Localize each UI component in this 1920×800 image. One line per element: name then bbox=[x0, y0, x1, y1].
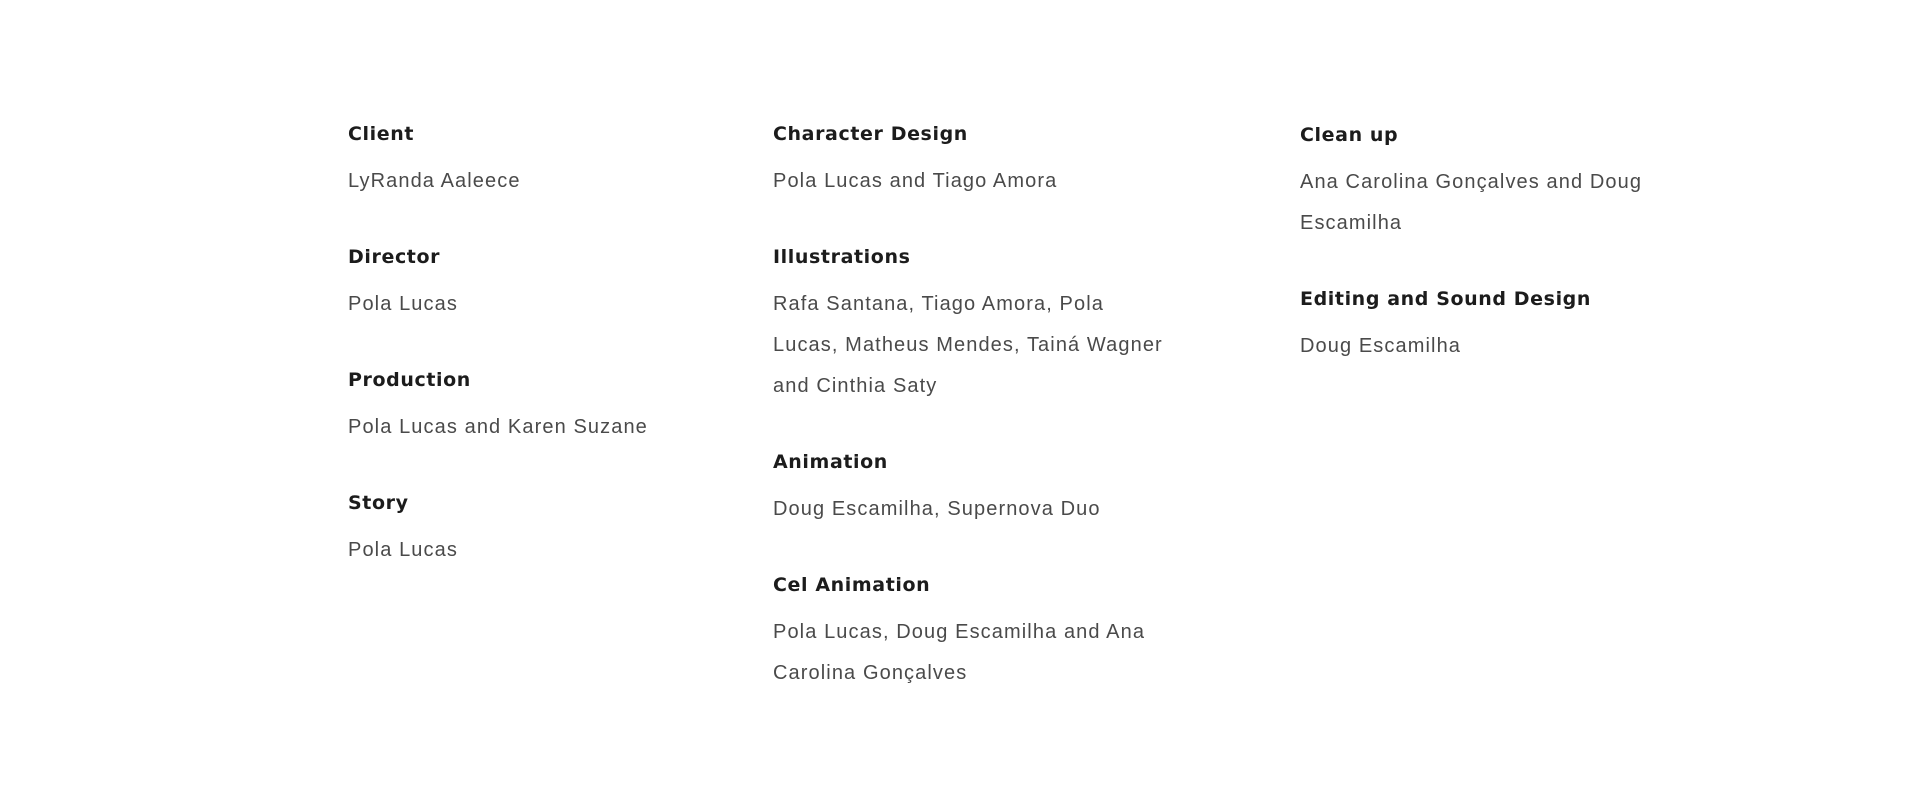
credit-names: Ana Carolina Gonçalves and Doug Escamilha bbox=[1300, 171, 1643, 234]
credit-names: LyRanda Aaleece bbox=[348, 170, 521, 192]
credit-names: Doug Escamilha, Supernova Duo bbox=[773, 498, 1101, 520]
credit-names: Pola Lucas and Tiago Amora bbox=[773, 170, 1058, 192]
credit-story bbox=[348, 490, 728, 571]
credit-director bbox=[348, 244, 728, 325]
credits-column-3 bbox=[1300, 122, 1660, 409]
credit-role: Client bbox=[348, 123, 415, 145]
credit-names: Pola Lucas and Karen Suzane bbox=[348, 416, 648, 438]
credit-animation bbox=[773, 449, 1173, 530]
credit-names: Pola Lucas bbox=[348, 539, 458, 561]
credit-names: Doug Escamilha bbox=[1300, 335, 1462, 357]
credit-role: Character Design bbox=[773, 123, 968, 145]
credits-column-1 bbox=[348, 121, 728, 613]
credit-names: Rafa Santana, Tiago Amora, Pola Lucas, Matheus Mendes, Tainá Wagner and Cinthia Saty bbox=[773, 293, 1163, 397]
credit-role: Cel Animation bbox=[773, 574, 931, 596]
credit-names: Pola Lucas bbox=[348, 293, 458, 315]
credit-illustrations bbox=[773, 244, 1173, 407]
credit-clean-up bbox=[1300, 122, 1660, 244]
credit-editing-sound-design bbox=[1300, 286, 1660, 367]
credit-role: Animation bbox=[773, 451, 888, 473]
credit-role: Editing and Sound Design bbox=[1300, 288, 1592, 310]
credit-names: Pola Lucas, Doug Escamilha and Ana Carolina Gonçalves bbox=[773, 621, 1146, 684]
credit-role: Clean up bbox=[1300, 124, 1399, 146]
credit-production bbox=[348, 367, 728, 448]
credit-role: Story bbox=[348, 492, 409, 514]
credit-role: Illustrations bbox=[773, 246, 911, 268]
credit-character-design bbox=[773, 121, 1173, 202]
credit-client bbox=[348, 121, 728, 202]
credit-cel-animation bbox=[773, 572, 1173, 694]
credit-role: Director bbox=[348, 246, 441, 268]
credit-role: Production bbox=[348, 369, 471, 391]
credits-column-2 bbox=[773, 121, 1173, 736]
